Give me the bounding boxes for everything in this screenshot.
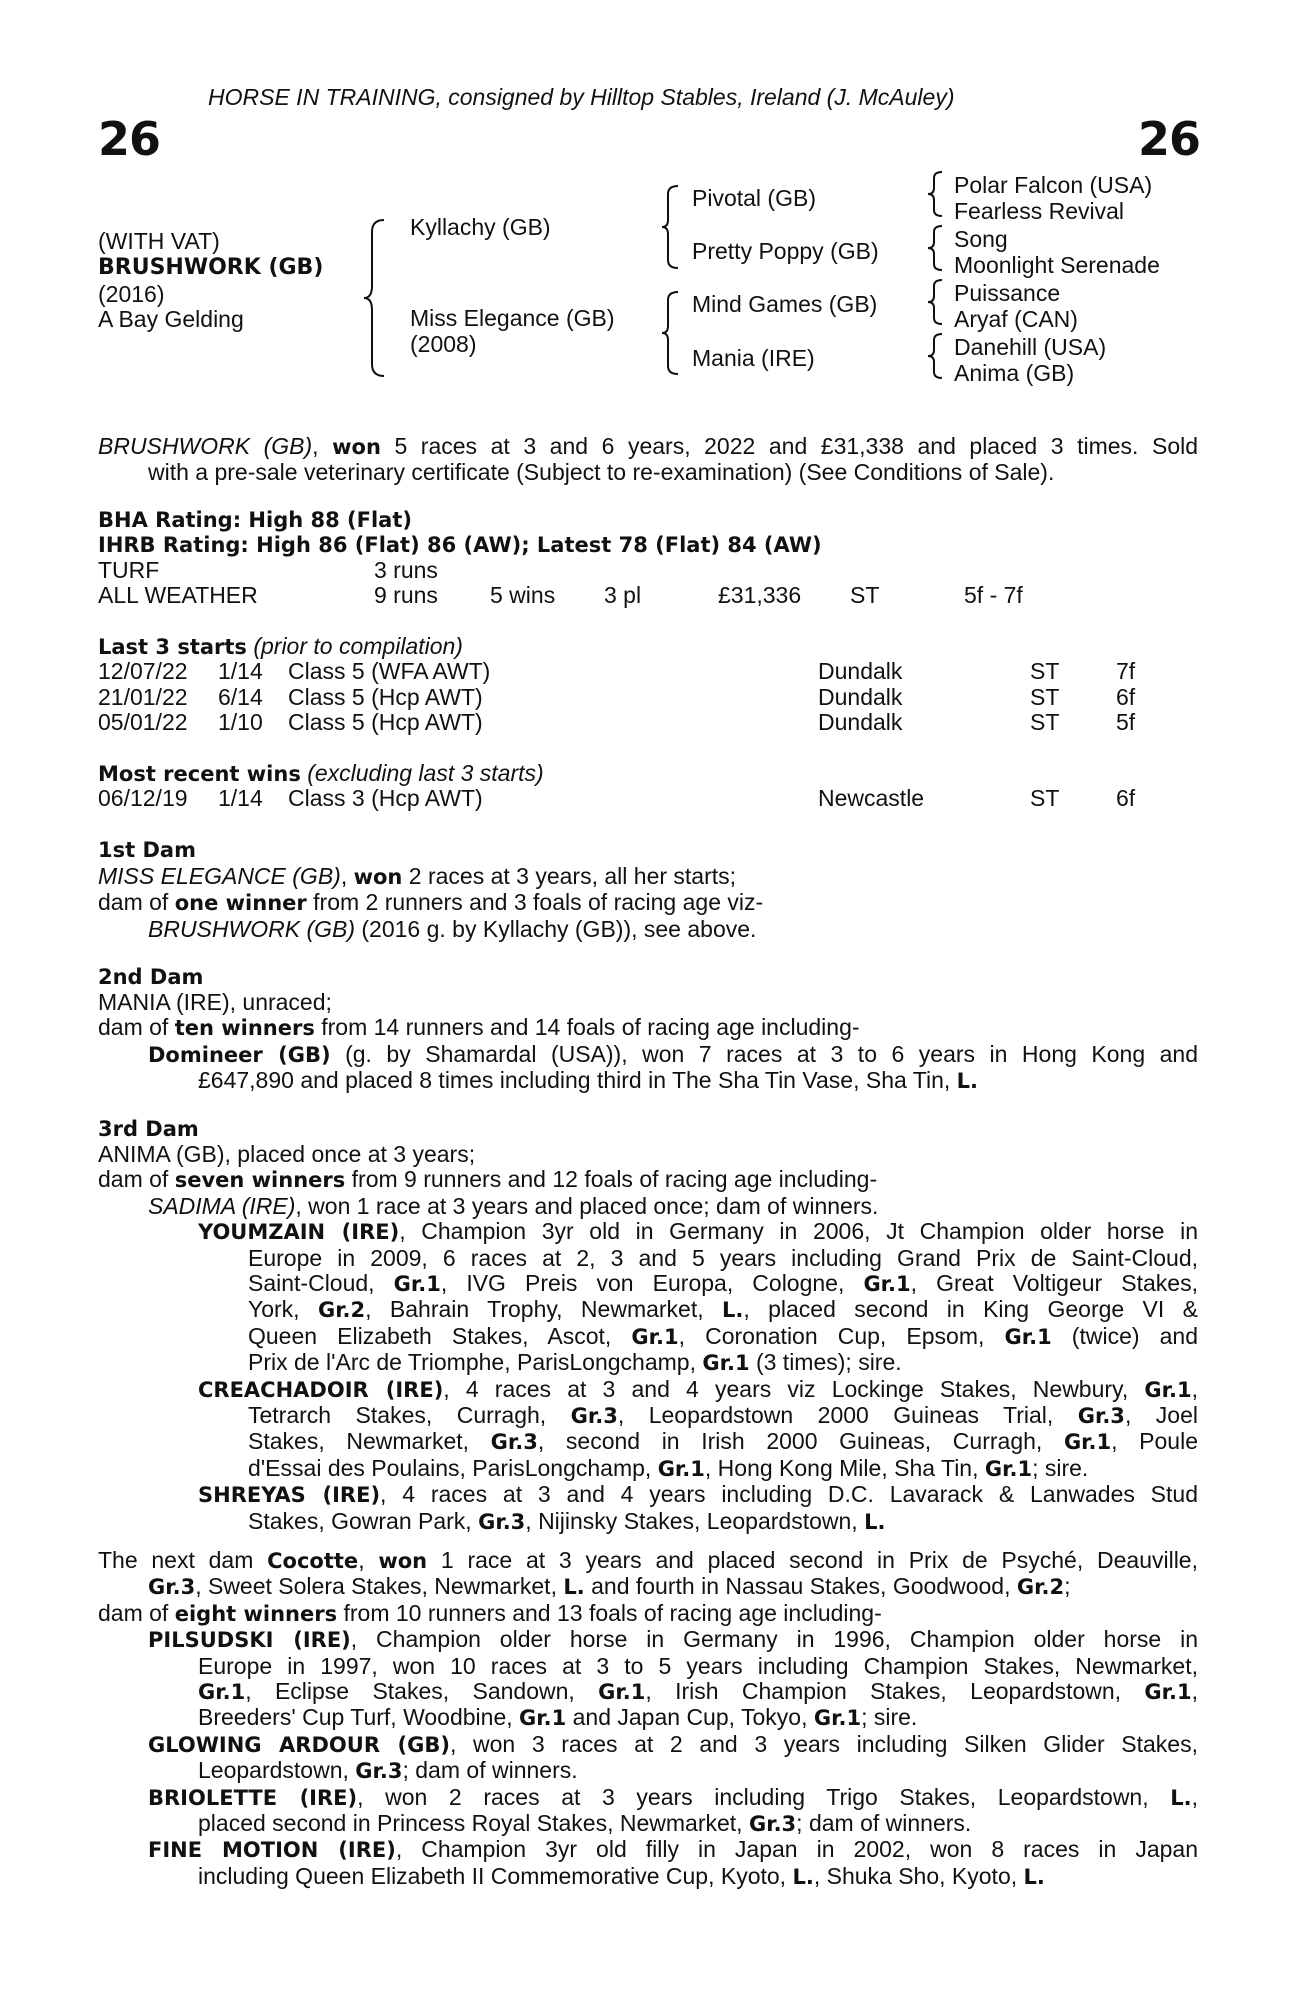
youmzain-line5e: (twice) and [1051,1322,1198,1349]
race-summary: BRUSHWORK (GB), won 5 races at 3 and 6 years, 2022 and £31,338 and placed 3 times. Sold with a pre-sale veterinary certificate (Subject to re-examination) (See Conditions of Sale). [98,433,1199,486]
briolette-name: BRIOLETTE (IRE) [148,1785,358,1810]
dam3-line1: ANIMA (GB), placed once at 3 years; [98,1141,476,1167]
dam1-foal-rest: (2016 g. by Kyllachy (GB)), see above. [355,915,757,942]
grade-1: Gr.1 [657,1456,705,1481]
pilsudski-line3d: , Irish Champion Stakes, Leopardstown, [645,1678,1145,1705]
youmzain-line2: Europe in 2009, 6 races at 2, 3 and 5 years including Grand Prix de Saint-Cloud, [248,1244,1198,1271]
grade-3: Gr.3 [490,1430,538,1455]
last3-note: (prior to compilation) [253,633,463,659]
brace-g34 [926,224,946,272]
grade-2: Gr.2 [317,1298,366,1323]
table-row [98,710,1198,736]
pilsudski-line1: , Champion older horse in Germany in 1996, Champion older horse in [350,1626,1198,1653]
briolette-line1a: , won 2 races at 3 years including Trigo Stakes, Leopardstown, [357,1783,1171,1810]
glowing-ardour-line1: , won 3 races at 2 and 3 years including Silken Glider Stakes, [449,1730,1198,1757]
consignment-heading: HORSE IN TRAINING, consigned by Hilltop Stables, Ireland (J. McAuley) [208,84,955,110]
great-granddam-2: Moonlight Serenade [954,252,1160,278]
pedigree-brace-dam [660,290,684,376]
dam3-section [98,1142,1198,1535]
turf-runs: 3 runs [374,557,438,583]
horse-description: A Bay Gelding [98,306,244,332]
creachadoir-line2a: Tetrarch Stakes, Curragh, [248,1402,571,1429]
cell-course: Newcastle [818,785,925,811]
cell-race: Class 5 (Hcp AWT) [288,709,483,735]
dam2-winners: ten winners [174,1016,315,1041]
domineer-name: Domineer (GB) [148,1042,331,1067]
recent-heading [98,761,544,788]
listed: L. [792,1864,814,1889]
glowing-ardour-name: GLOWING ARDOUR (GB) [148,1732,450,1757]
next-dam-section [98,1548,1198,1890]
creachadoir-line2c: , Leopardstown 2000 Guineas Trial, [617,1402,1078,1429]
cell-dist: 7f [1116,658,1136,684]
dam-dam: Mania (IRE) [692,345,815,371]
listed: L. [1170,1785,1192,1810]
shreyas-line1: , 4 races at 3 and 4 years including D.C. Lavarack & Lanwades Stud [380,1481,1198,1508]
grade-1: Gr.1 [1063,1430,1112,1455]
creachadoir-line3a: Stakes, Newmarket, [248,1428,491,1455]
creachadoir-line4e: ; sire. [1032,1454,1089,1481]
cell-dist: 6f [1116,683,1136,710]
cell-pos: 1/10 [218,709,263,735]
summary-line2: with a pre-sale veterinary certificate (Subject to re-examination) (See Conditions of Sale). [148,459,1055,486]
cell-dist: 5f [1116,709,1136,735]
fine-motion-name: FINE MOTION (IRE) [148,1838,396,1863]
grade-1: Gr.1 [1144,1377,1192,1402]
table-row [98,786,1198,812]
youmzain-line1: , Champion 3yr old in Germany in 2006, Jt Champion older horse in [399,1218,1198,1245]
table-row [98,685,1198,711]
cocotte-won: won [378,1549,428,1573]
last3-title: Last 3 starts [98,635,247,659]
sire-sire: Pivotal (GB) [692,185,816,211]
creachadoir-name: CREACHADOIR (IRE) [198,1377,444,1402]
great-granddam-3: Aryaf (CAN) [954,306,1078,332]
aw-label: ALL WEATHER [98,582,258,608]
dam1-line2c: from 2 runners and 3 foals of racing age viz- [306,889,764,916]
fine-motion-line1: , Champion 3yr old filly in Japan in 2002, won 8 races in Japan [395,1836,1198,1863]
lot-number-right: 26 [1138,112,1201,166]
horse-name: BRUSHWORK (GB) [98,255,324,280]
dam3-line2c: from 9 runners and 12 foals of racing age including- [345,1166,878,1193]
grade-1: Gr.1 [393,1272,441,1297]
youmzain-line4a: York, [248,1296,318,1323]
pedigree-brace-sire [660,184,684,270]
dam2-title: 2nd Dam [98,965,204,989]
dam1-winners: one winner [174,891,307,916]
grade-1: Gr.1 [702,1351,750,1376]
cell-date: 12/07/22 [98,658,188,684]
cocotte-name: Cocotte [267,1549,359,1573]
creachadoir-line2e: , Joel [1124,1402,1198,1429]
grade-3: Gr.3 [748,1812,797,1837]
cell-course: Dundalk [818,683,903,710]
cell-going: ST [1030,785,1060,811]
bha-rating: BHA Rating: High 88 (Flat) [98,508,412,532]
nextdam-winners: eight winners [174,1601,338,1626]
dam2-line2c: from 14 runners and 14 foals of racing age including- [314,1014,860,1041]
recent-note: (excluding last 3 starts) [307,760,544,786]
ihrb-rating: IHRB Rating: High 86 (Flat) 86 (AW); Latest 78 (Flat) 84 (AW) [98,533,822,557]
grade-1: Gr.1 [631,1324,679,1349]
fine-motion-line2c: , Shuka Sho, Kyoto, [813,1862,1024,1889]
nextdam-line2d: and fourth in Nassau Stakes, Goodwood, [584,1573,1017,1600]
all-weather-row [98,583,1198,609]
great-granddam-1: Fearless Revival [954,198,1124,224]
cell-pos: 1/14 [218,785,263,811]
cell-course: Dundalk [818,709,903,735]
grade-3: Gr.3 [570,1404,618,1429]
nextdam-line2b: , Sweet Solera Stakes, Newmarket, [195,1573,564,1600]
grade-1: Gr.1 [1004,1324,1052,1349]
sadima-name: SADIMA (IRE) [148,1192,296,1219]
great-grandsire-2: Song [954,226,1008,252]
summary-line1: 5 races at 3 and 6 years, 2022 and £31,338 and placed 3 times. Sold [380,433,1199,459]
youmzain-line4e: , placed second in King George VI & [743,1296,1198,1323]
cell-dist: 6f [1116,785,1136,811]
brace-g56 [926,278,946,326]
grade-1: Gr.1 [198,1680,246,1705]
last3-heading [98,634,463,661]
great-grandsire-1: Polar Falcon (USA) [954,172,1153,198]
pilsudski-line3f: , [1191,1678,1198,1705]
dam1-line2a: dam of [98,889,175,916]
cell-going: ST [1030,683,1060,710]
aw-prize: £31,336 [718,582,802,608]
listed: L. [864,1509,886,1534]
creachadoir-line1c: , [1191,1375,1198,1402]
domineer-line1: (g. by Shamardal (USA)), won 7 races at 3 to 6 years in Hong Kong and [330,1040,1198,1067]
sadima-rest: , won 1 race at 3 years and placed once; dam of winners. [295,1192,879,1219]
brace-g12 [926,170,946,218]
pilsudski-line2: Europe in 1997, won 10 races at 3 to 5 years including Champion Stakes, Newmarket, [198,1652,1198,1679]
dam-name: Miss Elegance (GB) [410,305,615,331]
nextdam-line1a: The next dam [98,1547,268,1573]
dam1-name: MISS ELEGANCE (GB) [98,863,341,889]
dam1-line1: 2 races at 3 years, all her starts; [402,863,737,889]
listed: L. [563,1575,585,1600]
nextdam-line1c: , [358,1547,379,1573]
cell-course: Dundalk [818,658,903,684]
dam2-section [98,990,1198,1095]
dam2-line2a: dam of [98,1014,175,1041]
grade-1: Gr.1 [863,1272,911,1297]
recent-title: Most recent wins [98,762,301,786]
sire-name: Kyllachy (GB) [410,214,551,240]
dam-sire: Mind Games (GB) [692,291,878,317]
aw-placed: 3 pl [604,582,642,608]
pilsudski-line4a: Breeders' Cup Turf, Woodbine, [198,1704,520,1731]
listed: L. [1023,1864,1045,1889]
dam-year: (2008) [410,331,477,357]
grade-1: Gr.1 [519,1706,567,1731]
fine-motion-line2a: including Queen Elizabeth II Commemorative Cup, Kyoto, [198,1862,793,1889]
table-row [98,659,1198,685]
great-grandsire-3: Puissance [954,280,1061,306]
pilsudski-line3b: , Eclipse Stakes, Sandown, [245,1678,599,1705]
aw-going: ST [850,582,880,608]
dam1-foal-name: BRUSHWORK (GB) [148,915,355,942]
briolette-line1c: , [1191,1783,1198,1810]
grade-3: Gr.3 [355,1759,403,1784]
youmzain-line6a: Prix de l'Arc de Triomphe, ParisLongchamp, [248,1349,703,1376]
youmzain-line3c: , IVG Preis von Europa, Cologne, [440,1270,864,1297]
briolette-line2a: placed second in Princess Royal Stakes, Newmarket, [198,1810,749,1837]
grade-2: Gr.2 [1016,1575,1065,1600]
youmzain-name: YOUMZAIN (IRE) [198,1220,400,1245]
dam3-title: 3rd Dam [98,1117,199,1141]
pilsudski-line4e: ; sire. [861,1704,918,1731]
nextdam-line2f: ; [1064,1573,1071,1600]
dam1-won: won [353,865,403,889]
summary-horse-name: BRUSHWORK (GB) [98,433,313,459]
creachadoir-line3c: , second in Irish 2000 Guineas, Curragh, [537,1428,1064,1455]
cell-race: Class 5 (Hcp AWT) [288,683,483,710]
creachadoir-line4a: d'Essai des Poulains, ParisLongchamp, [248,1454,658,1481]
cell-race: Class 5 (WFA AWT) [288,658,491,684]
grade-3: Gr.3 [478,1509,526,1534]
domineer-line2: £647,890 and placed 8 times including third in The Sha Tin Vase, Sha Tin, [198,1067,957,1094]
cell-going: ST [1030,709,1060,735]
dam1-title: 1st Dam [98,838,196,862]
dam2-line1: MANIA (IRE), unraced; [98,989,332,1015]
horse-year: (2016) [98,281,165,307]
vat-label: (WITH VAT) [98,228,220,254]
pilsudski-name: PILSUDSKI (IRE) [148,1628,351,1653]
grade-3: Gr.3 [1077,1404,1125,1429]
dam1-section: MISS ELEGANCE (GB), won 2 races at 3 years, all her starts; dam of one winner from 2 runners and 3 foals of racing age viz- BRUSHWORK (GB) (2016 g. by Kyllachy (GB)), see above. [98,863,764,942]
grade-1: Gr.1 [1144,1680,1192,1705]
shreyas-line2a: Stakes, Gowran Park, [248,1507,479,1534]
nextdam-line3c: from 10 runners and 13 foals of racing age including- [337,1599,882,1626]
lot-number-left: 26 [98,112,161,166]
aw-runs: 9 runs [374,582,438,608]
grade-1: Gr.1 [813,1706,862,1731]
great-grandsire-4: Danehill (USA) [954,334,1107,360]
nextdam-line1e: 1 race at 3 years and placed second in Prix de Psyché, Deauville, [427,1547,1198,1573]
cell-race: Class 3 (Hcp AWT) [288,785,483,811]
brace-g78 [926,332,946,380]
aw-distance: 5f - 7f [964,582,1023,608]
cell-date: 06/12/19 [98,785,188,811]
cell-pos: 6/14 [218,683,263,710]
youmzain-line6c: (3 times); sire. [749,1349,902,1376]
great-granddam-4: Anima (GB) [954,360,1075,386]
creachadoir-line4c: , Hong Kong Mile, Sha Tin, [704,1454,985,1481]
youmzain-line3e: , Great Voltigeur Stakes, [910,1270,1198,1297]
dam3-winners: seven winners [174,1168,346,1193]
aw-wins: 5 wins [490,582,556,608]
youmzain-line5a: Queen Elizabeth Stakes, Ascot, [248,1322,632,1349]
cell-pos: 1/14 [218,658,263,684]
cell-date: 21/01/22 [98,683,188,710]
cell-going: ST [1030,658,1060,684]
creachadoir-line3e: , Poule [1111,1428,1198,1455]
domineer-listed: L. [956,1069,978,1094]
turf-row [98,558,1198,584]
sire-dam: Pretty Poppy (GB) [692,238,879,264]
cell-date: 05/01/22 [98,709,188,735]
glowing-ardour-line2c: ; dam of winners. [402,1757,578,1784]
youmzain-line5c: , Coronation Cup, Epsom, [678,1322,1005,1349]
pedigree-brace-1 [362,218,392,378]
turf-label: TURF [98,557,160,583]
shreyas-line2c: , Nijinsky Stakes, Leopardstown, [525,1507,865,1534]
grade-3: Gr.3 [148,1575,196,1600]
creachadoir-line1a: , 4 races at 3 and 4 years viz Lockinge Stakes, Newbury, [443,1375,1145,1402]
summary-won: won [332,435,381,459]
grade-1: Gr.1 [984,1456,1033,1481]
glowing-ardour-line2a: Leopardstown, [198,1757,356,1784]
grade-1: Gr.1 [598,1680,646,1705]
dam3-line2a: dam of [98,1166,175,1193]
briolette-line2c: ; dam of winners. [796,1810,972,1837]
pilsudski-line4c: and Japan Cup, Tokyo, [566,1704,814,1731]
nextdam-line3a: dam of [98,1599,175,1626]
youmzain-line4c: , Bahrain Trophy, Newmarket, [365,1296,722,1323]
listed: L. [722,1298,744,1323]
shreyas-name: SHREYAS (IRE) [198,1483,381,1508]
youmzain-line3a: Saint-Cloud, [248,1270,394,1297]
